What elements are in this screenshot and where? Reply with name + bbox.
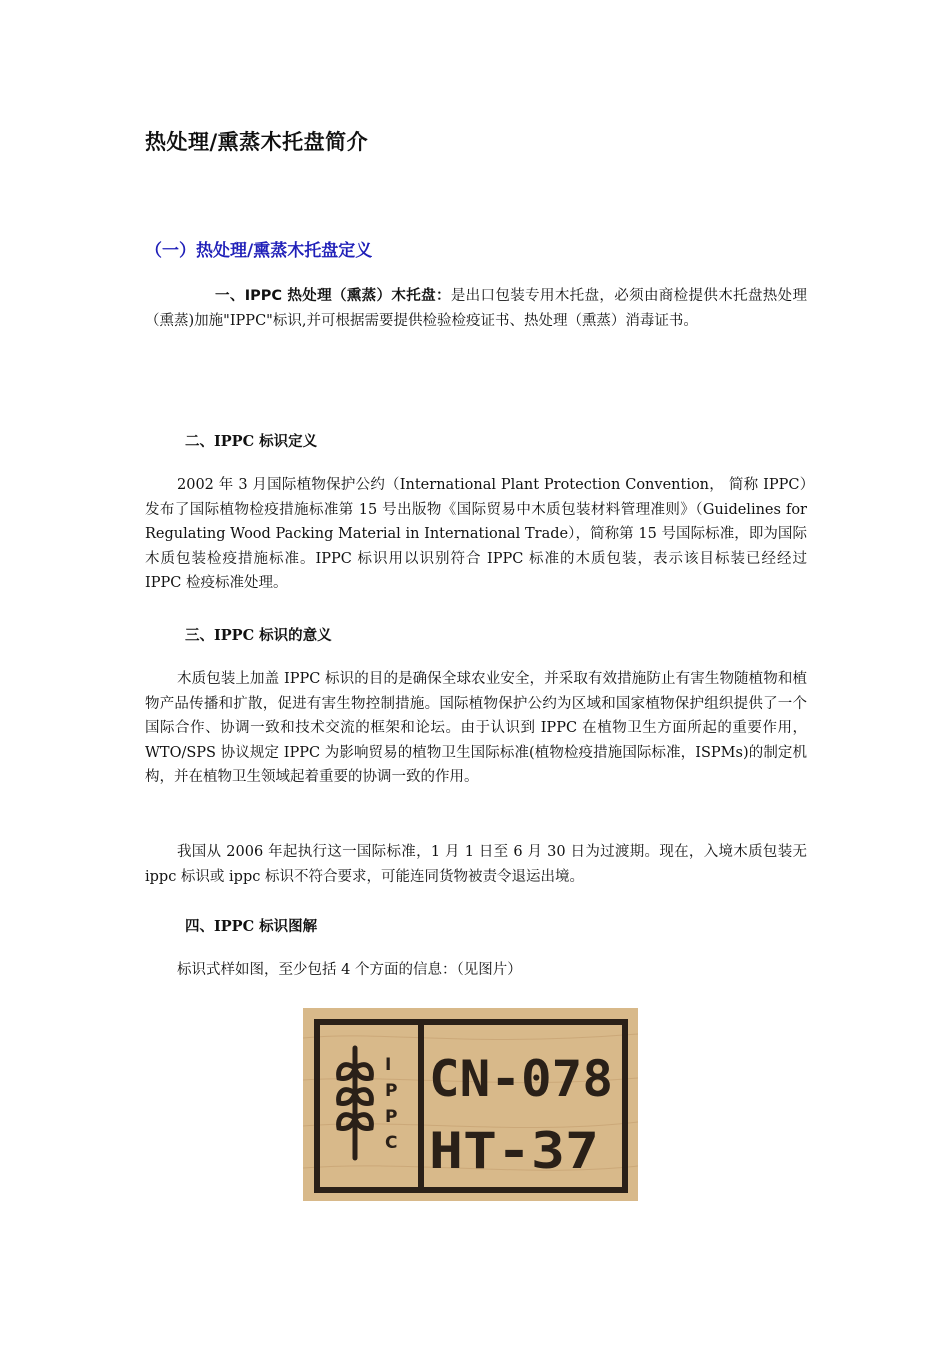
paragraph-diagram-intro: 标识式样如图，至少包括 4 个方面的信息：（见图片）	[177, 962, 522, 978]
heading-ippc-meaning: 三、IPPC 标识的意义	[185, 627, 332, 644]
ippc-stamp-svg	[303, 1008, 638, 1201]
page-title: 热处理/熏蒸木托盘简介	[145, 129, 369, 154]
treatment-code-text: HT-37	[429, 1122, 599, 1180]
paragraph-ippc-definition: 2002 年 3 月国际植物保护公约（International Plant Protection Convention， 简称 IPPC）发布了国际植物检疫措施标准第 15 号出版物《国际贸易中木质包装材料管理准则》（Guidelines for Regulating Wood Packing Material in International Trade），简称第 15 号国际标准，即为国际木质包装检疫措施标准。IPPC 标识用以识别符合 IPPC 标准的木质包装，表示该目标装已经经过 IPPC 检疫标准处理。	[145, 477, 807, 591]
paragraph-ippc-pallet	[145, 284, 807, 333]
ippc-letter-p1: P	[385, 1081, 398, 1101]
ippc-pallet-label: 一、IPPC 热处理（熏蒸）木托盘	[215, 288, 436, 304]
paragraph-ippc-meaning: 木质包装上加盖 IPPC 标识的目的是确保全球农业安全，并采取有效措施防止有害生物随植物和植物产品传播和扩散，促进有害生物控制措施。国际植物保护公约为区域和国家植物保护组织提供了一个国际合作、协调一致和技术交流的框架和论坛。由于认识到 IPPC 在植物卫生方面所起的重要作用，WTO/SPS 协议规定 IPPC 为影响贸易的植物卫生国际标准(植物检疫措施国际标准，ISPMs)的制定机构，并在植物卫生领域起着重要的协调一致的作用。	[145, 671, 807, 785]
country-code-text: CN-078	[429, 1050, 613, 1108]
label-colon: ：	[435, 288, 451, 304]
heading-ippc-diagram: 四、IPPC 标识图解	[185, 918, 318, 935]
ippc-letter-i: I	[385, 1055, 392, 1075]
ippc-pallet-text: 是出口包装专用木托盘，必须由商检提供木托盘热处理（熏蒸)加施"IPPC"标识,并可根据需要提供检验检疫证书、热处理（熏蒸）消毒证书。	[145, 288, 808, 329]
section-heading-definition: （一）热处理/熏蒸木托盘定义	[145, 241, 373, 261]
ippc-stamp-photo	[303, 1008, 638, 1201]
heading-ippc-definition: 二、IPPC 标识定义	[185, 433, 318, 450]
ippc-letter-c: C	[385, 1133, 398, 1153]
ippc-letter-p2: P	[385, 1107, 398, 1127]
paragraph-china-adoption: 我国从 2006 年起执行这一国际标准，1 月 1 日至 6 月 30 日为过渡期。现在，入境木质包装无 ippc 标识或 ippc 标识不符合要求，可能连同货物被责令退运出境。	[145, 844, 807, 885]
